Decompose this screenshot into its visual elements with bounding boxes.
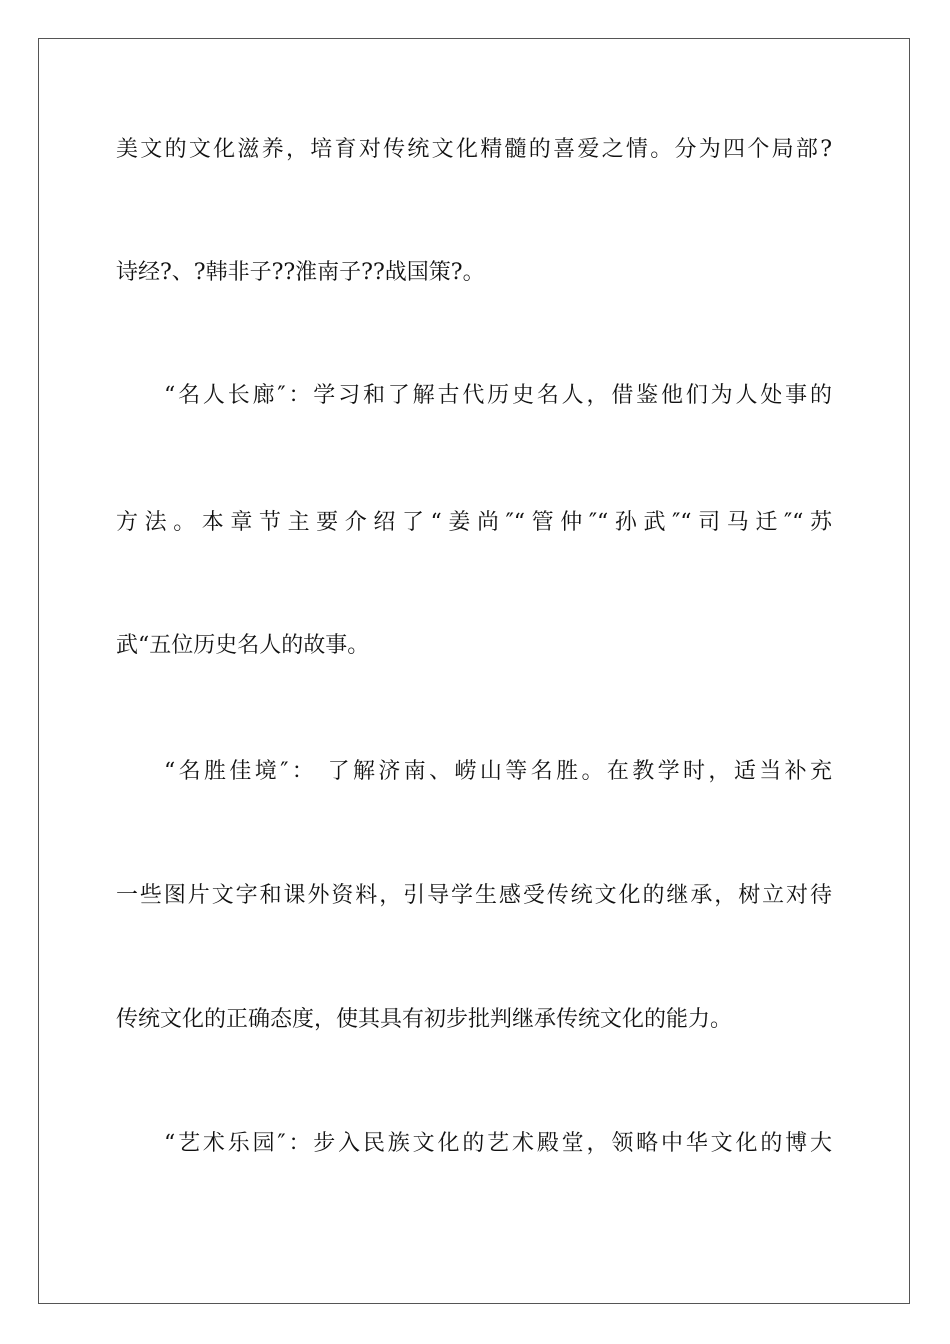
body-text-line: 美文的文化滋养，培育对传统文化精髓的喜爱之情。分为四个局部?	[116, 137, 832, 162]
section-paragraph-mingren-changlang: “名人长廊″：学习和了解古代历史名人，借鉴他们为人处事的	[164, 383, 832, 408]
body-text-line: 方法。本章节主要介绍了“姜尚″“管仲″“孙武″“司马迁″“苏	[116, 510, 832, 535]
section-paragraph-mingsheng-jiajing: “名胜佳境″： 了解济南、崂山等名胜。在教学时，适当补充	[164, 759, 832, 784]
body-text-line: 一些图片文字和课外资料，引导学生感受传统文化的继承，树立对待	[116, 883, 832, 908]
page-border	[38, 38, 910, 1304]
body-text-line: 传统文化的正确态度，使其具有初步批判继承传统文化的能力。	[116, 1007, 733, 1032]
body-text-line: 武“五位历史名人的故事。	[116, 633, 370, 658]
section-paragraph-yishu-leyuan: “艺术乐园″：步入民族文化的艺术殿堂，领略中华文化的博大	[164, 1131, 832, 1156]
body-text-line: 诗经?、?韩非子??淮南子??战国策?。	[116, 260, 485, 285]
